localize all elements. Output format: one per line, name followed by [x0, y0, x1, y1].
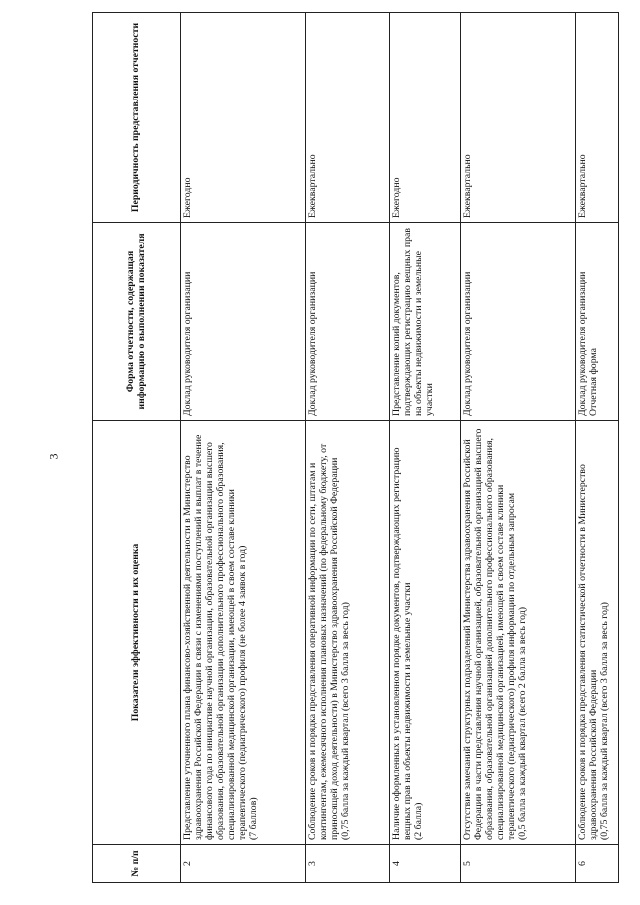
report-form-text: Доклад руководителя организации [307, 271, 318, 416]
periodicity-cell: Ежеквартально [576, 13, 619, 223]
report-form-cell [306, 223, 390, 421]
row-number: 3 [306, 845, 390, 883]
row-number: 5 [461, 845, 576, 883]
periodicity-cell: Ежегодно [390, 13, 461, 223]
indicator-cell [461, 421, 576, 845]
report-form-cell [461, 223, 576, 421]
report-form-cell [576, 223, 619, 421]
efficiency-indicators-table [92, 12, 619, 883]
header-indicator: Показатели эффективности и их оценка [93, 421, 181, 845]
header-num: № п/п [93, 845, 181, 883]
table-row [306, 13, 390, 883]
table-row [390, 13, 461, 883]
row-number: 4 [390, 845, 461, 883]
report-form-text: Доклад руководителя организации [577, 271, 588, 416]
indicator-text: Представление уточненного плана финансово-хозяйственной деятельности в Министерство здравоохранения Российской Федерации в связи с изменениями поступлений и выплат в течение финансового года по инициативе научной организации, образовательной организации высшего образования, образовательной организации дополнительного профессионального образования, специализированной медицинской организации, имеющей в своем составе клиники терапевтического (педиатрического) профиля (не более 4 заявок в год) [182, 434, 248, 840]
header-report-form: Форма отчетности, содержащая информацию о выполнении показателя [93, 223, 181, 421]
report-form-text: Доклад руководителя организации [182, 271, 193, 416]
indicator-score: (0,5 балла за каждый квартал (всего 2 балла за весь год) [516, 607, 528, 840]
indicator-cell [306, 421, 390, 845]
header-periodicity: Периодичность представления отчетности [93, 13, 181, 223]
periodicity-cell: Ежеквартально [461, 13, 576, 223]
indicator-score: (2 балла) [412, 802, 424, 840]
report-form-text: Отчетная форма [587, 348, 599, 416]
periodicity-cell: Ежеквартально [306, 13, 390, 223]
report-form-cell [390, 223, 461, 421]
indicator-score: (0,75 балла за каждый квартал (всего 3 балла за весь год) [339, 602, 351, 840]
indicator-score: (7 баллов) [247, 797, 259, 840]
indicator-text: Наличие оформленных в установленном порядке документов, подтверждающих регистрацию вещных прав на объекты недвижимости и земельные участки [391, 447, 413, 840]
indicator-cell [390, 421, 461, 845]
page-number: 3 [46, 453, 61, 460]
indicator-text: Отсутствие замечаний структурных подразделений Министерства здравоохранения Российской Федерации в части представления научной организацией, образовательной организацией высшего образования, образовательной организацией дополнительного профессионального образования, специализированной медицинской организацией, имеющей в своем составе клиники терапевтического (педиатрического) профиля информации по отдельным запросам [462, 428, 517, 840]
table-row [181, 13, 306, 883]
periodicity-cell: Ежегодно [181, 13, 306, 223]
indicator-score: (0,75 балла за каждый квартал (всего 3 балла за весь год) [598, 602, 610, 840]
indicator-cell [576, 421, 619, 845]
table-row [461, 13, 576, 883]
table-header-row [93, 13, 181, 883]
report-form-text: Доклад руководителя организации [462, 271, 473, 416]
indicator-text: Соблюдение сроков и порядка представления оперативной информации по сети, штатам и контингентам, ежемесячного исполнения плановых назначений (по федеральному бюджету, от приносящей доход деятельности) в Министерство здравоохранения Российской Федерации [307, 443, 340, 840]
rotated-table-container [92, 13, 618, 883]
indicator-text: Соблюдение сроков и порядка представления статистической отчетности в Министерство здравоохранения Российской Федерации [577, 464, 599, 840]
report-form-text: Представление копий документов, подтверждающих регистрацию вещных прав на объекты недвижимости и земельные участки [391, 227, 435, 416]
indicator-cell [181, 421, 306, 845]
report-form-cell [181, 223, 306, 421]
row-number: 2 [181, 845, 306, 883]
row-number: 6 [576, 845, 619, 883]
table-row [576, 13, 619, 883]
